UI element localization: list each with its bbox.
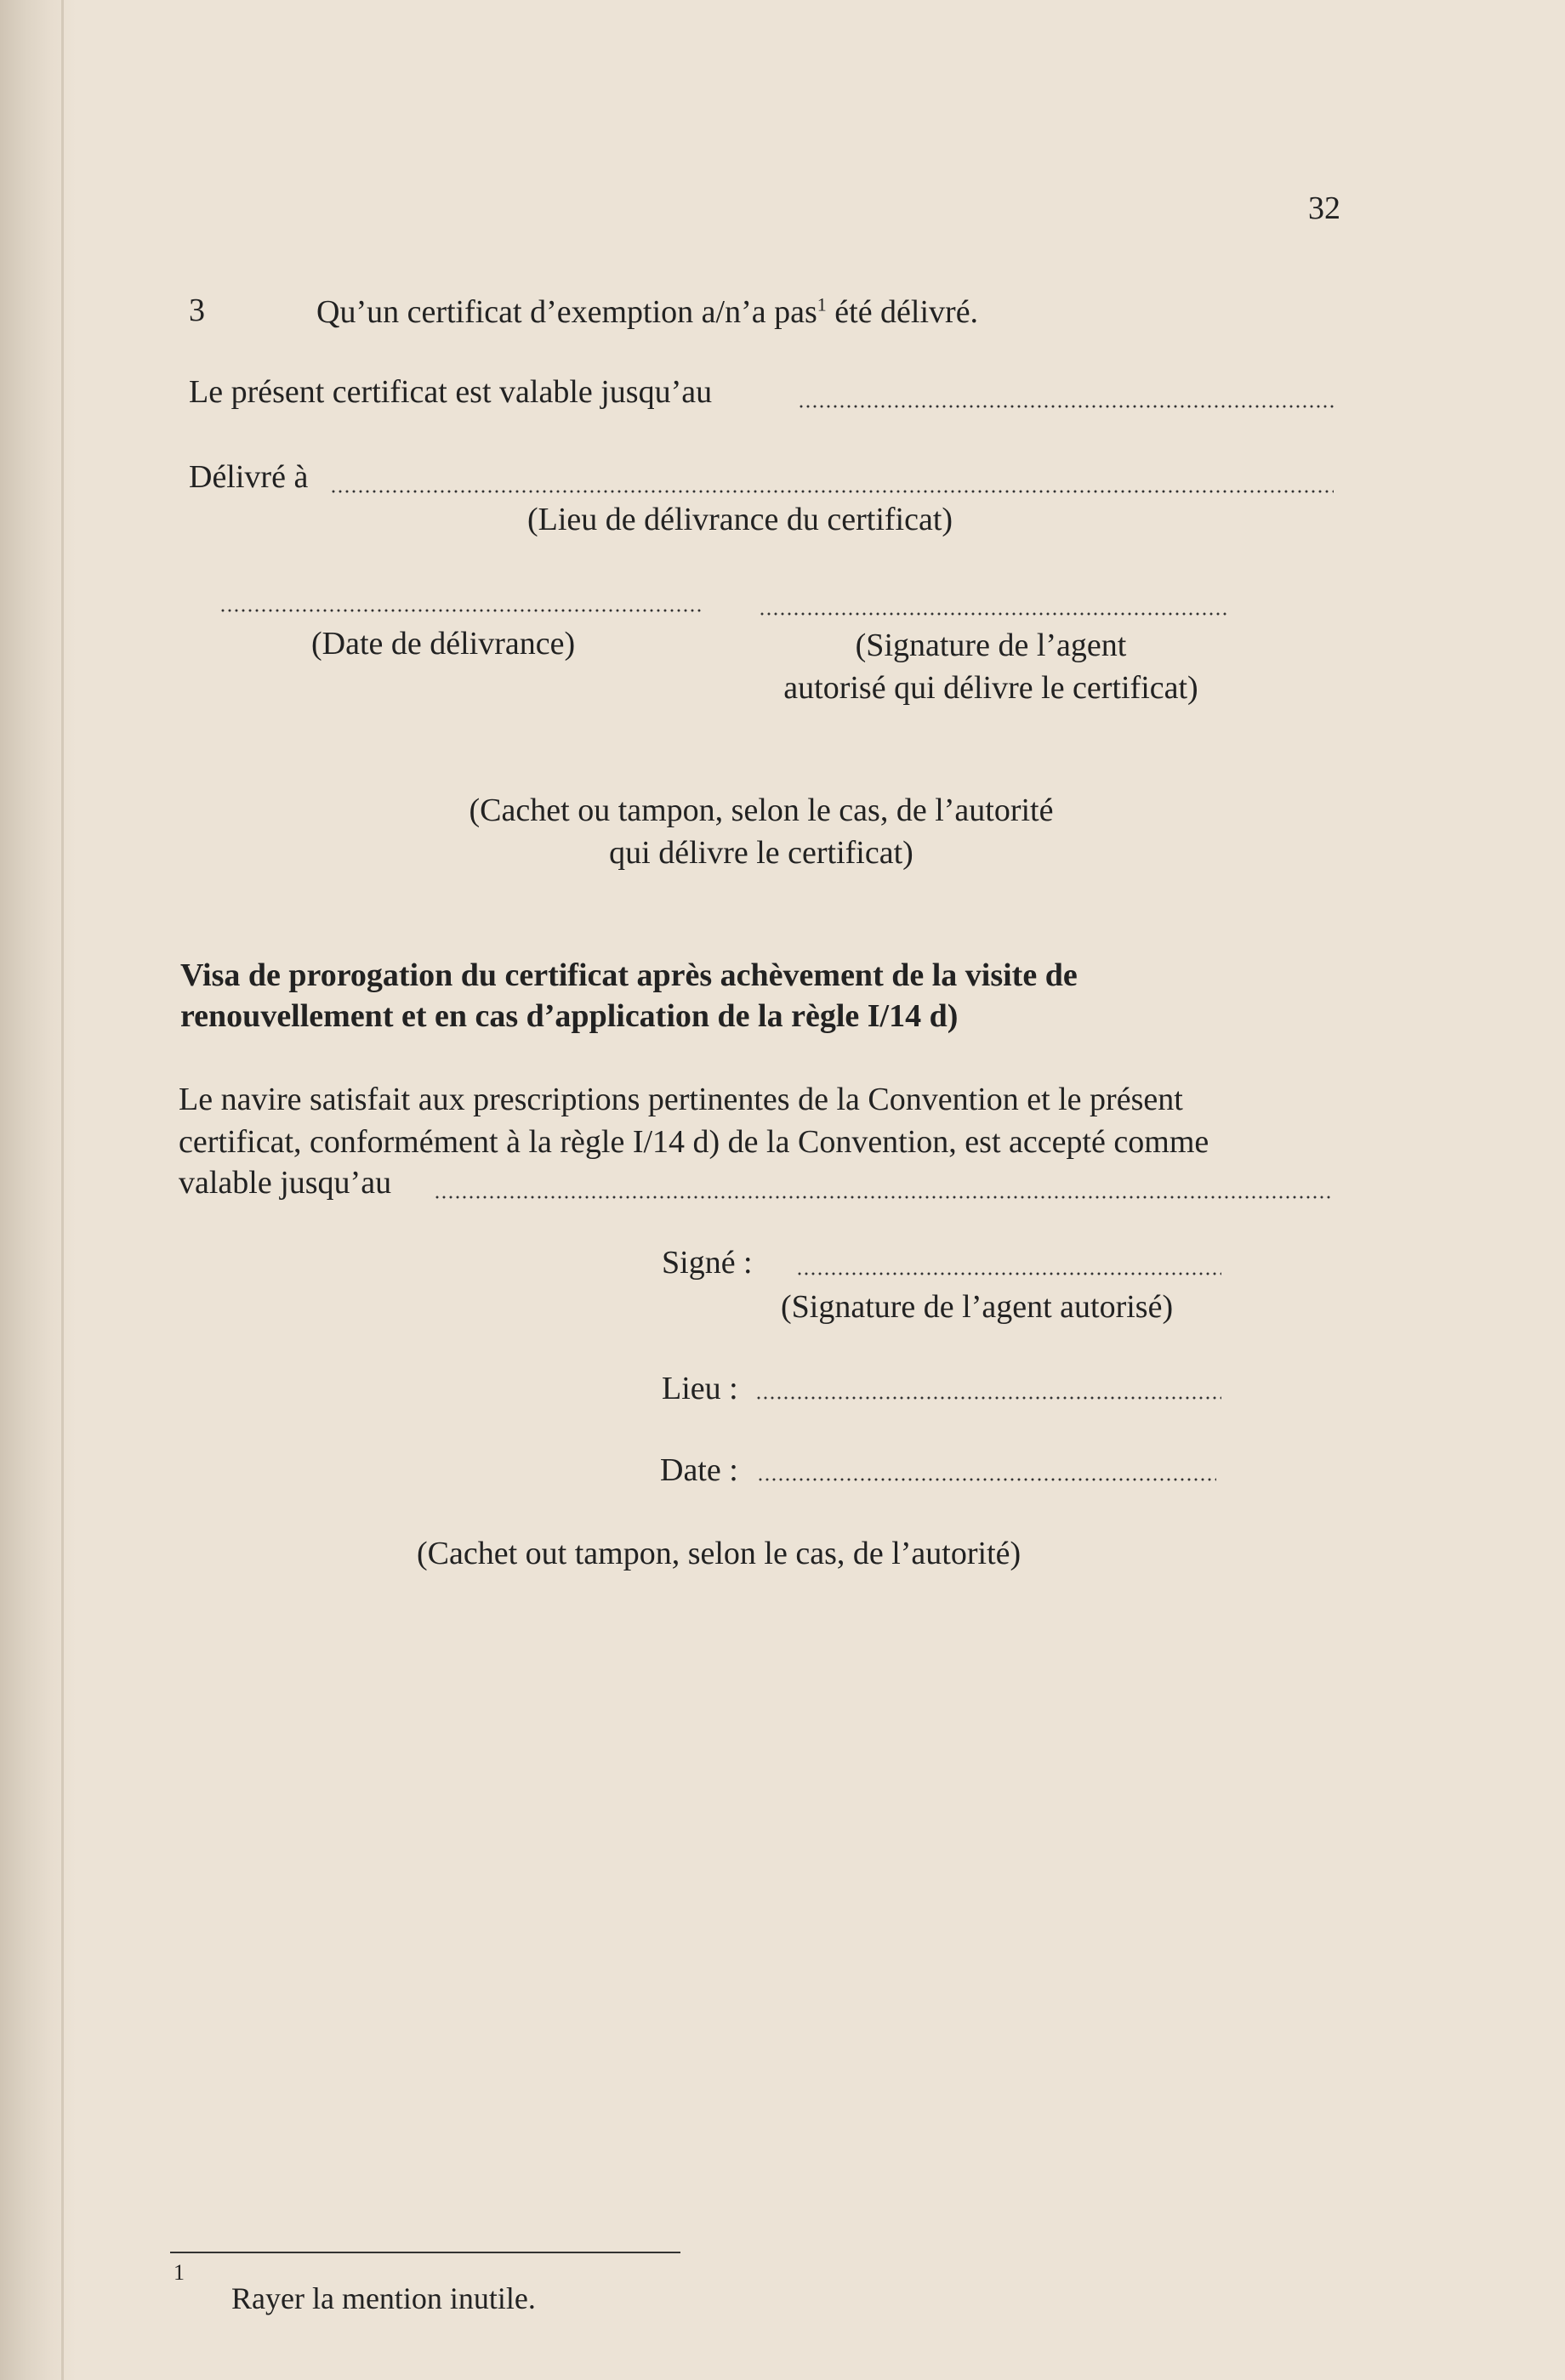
date-field-line bbox=[757, 1478, 1216, 1481]
footnote-separator bbox=[170, 2252, 680, 2253]
issued-at-line bbox=[330, 490, 1334, 493]
validity-label: Le présent certificat est valable jusqu’au bbox=[189, 374, 713, 410]
place-label: Lieu : bbox=[662, 1371, 738, 1406]
endorsement-text-3: valable jusqu’au bbox=[179, 1165, 392, 1201]
date-line bbox=[219, 609, 704, 612]
footnote-reference: 1 bbox=[817, 293, 827, 315]
endorsement-date-line bbox=[434, 1196, 1332, 1199]
exemption-statement bbox=[316, 293, 978, 332]
endorsement-text-2: certificat, conformément à la règle I/14 d) de la Convention, est accepté comme bbox=[179, 1124, 1209, 1160]
date-label: Date : bbox=[660, 1452, 738, 1488]
validity-date-line bbox=[798, 405, 1334, 408]
seal-caption-1: (Cachet ou tampon, selon le cas, de l’autorité bbox=[469, 792, 1054, 828]
signature-caption-2: autorisé qui délivre le certificat) bbox=[783, 670, 1198, 706]
exemption-text-end: été délivré. bbox=[826, 294, 979, 330]
date-caption: (Date de délivrance) bbox=[311, 626, 576, 662]
book-spine-shadow bbox=[0, 0, 77, 2380]
place-line bbox=[755, 1396, 1221, 1400]
signed-caption: (Signature de l’agent autorisé) bbox=[781, 1289, 1174, 1325]
footnote-number: 1 bbox=[174, 2260, 185, 2285]
seal-caption-2: qui délivre le certificat) bbox=[609, 835, 913, 871]
endorsement-text-1: Le navire satisfait aux prescriptions pertinentes de la Convention et le présent bbox=[179, 1082, 1183, 1117]
signature-line bbox=[759, 612, 1228, 616]
page-edge-line bbox=[61, 0, 64, 2380]
endorsement-heading-1: Visa de prorogation du certificat après achèvement de la visite de bbox=[180, 957, 1078, 993]
signed-label: Signé : bbox=[662, 1245, 753, 1281]
place-caption: (Lieu de délivrance du certificat) bbox=[527, 502, 953, 537]
final-seal-caption: (Cachet out tampon, selon le cas, de l’autorité) bbox=[417, 1536, 1022, 1571]
page-number: 32 bbox=[1308, 190, 1340, 226]
exemption-text: Qu’un certificat d’exemption a/n’a pas bbox=[316, 294, 817, 330]
item-number: 3 bbox=[189, 293, 205, 328]
endorsement-heading-2: renouvellement et en cas d’application de la règle I/14 d) bbox=[180, 998, 959, 1034]
signed-line bbox=[796, 1272, 1221, 1275]
issued-at-label: Délivré à bbox=[189, 459, 309, 495]
signature-caption-1: (Signature de l’agent bbox=[855, 628, 1127, 663]
footnote-text: Rayer la mention inutile. bbox=[231, 2281, 536, 2315]
